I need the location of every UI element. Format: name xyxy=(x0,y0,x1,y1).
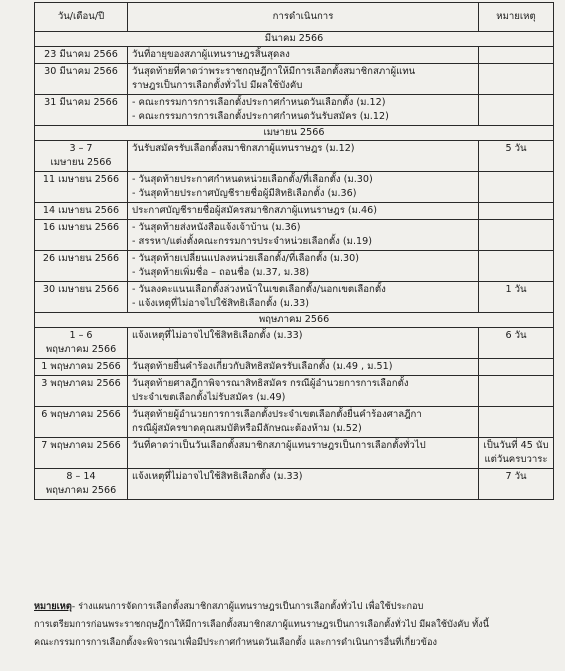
action-text: ประจำเขตเลือกตั้งไม่รับสมัคร (ม.49) xyxy=(132,391,286,403)
table-row xyxy=(35,202,554,219)
action-cell xyxy=(128,46,479,63)
table-row xyxy=(35,406,554,437)
table-body xyxy=(35,32,554,500)
month-row xyxy=(35,32,554,47)
footnote xyxy=(34,598,559,652)
date-text: 3 พฤษภาคม 2566 xyxy=(41,377,121,389)
date-text: 16 เมษายน 2566 xyxy=(42,221,120,233)
note-text: เป็นวันที่ 45 นับ xyxy=(483,439,549,451)
header-date: วัน/เดือน/ปี xyxy=(35,3,128,32)
date-cell xyxy=(35,468,128,499)
date-cell xyxy=(35,94,128,125)
action-cell xyxy=(128,63,479,94)
month-row xyxy=(35,312,554,327)
table-row xyxy=(35,250,554,281)
note-cell xyxy=(479,468,554,499)
note-cell xyxy=(479,219,554,250)
note-cell xyxy=(479,327,554,358)
table-row xyxy=(35,281,554,312)
date-text: 14 เมษายน 2566 xyxy=(42,204,120,216)
action-text: - วันสุดท้ายประกาศบัญชีรายชื่อผู้มีสิทธิเลือกตั้ง (ม.36) xyxy=(132,187,357,199)
date-text: 1 – 6 xyxy=(69,329,93,341)
action-text: วันที่คาดว่าเป็นวันเลือกตั้งสมาชิกสภาผู้แทนราษฎรเป็นการเลือกตั้งทั่วไป xyxy=(132,439,426,451)
note-cell xyxy=(479,250,554,281)
action-text: - วันสุดท้ายประกาศกำหนดหน่วยเลือกตั้ง/ที่เลือกตั้ง (ม.30) xyxy=(132,173,373,185)
action-text: - วันสุดท้ายเปลี่ยนแปลงหน่วยเลือกตั้ง/ที่เลือกตั้ง (ม.30) xyxy=(132,252,359,264)
action-cell xyxy=(128,327,479,358)
date-cell xyxy=(35,281,128,312)
date-cell xyxy=(35,46,128,63)
action-cell xyxy=(128,94,479,125)
date-cell xyxy=(35,358,128,375)
note-cell xyxy=(479,406,554,437)
date-text: 11 เมษายน 2566 xyxy=(42,173,120,185)
action-text: ราษฎรเป็นการเลือกตั้งทั่วไป มีผลใช้บังคับ xyxy=(132,79,303,91)
table-row xyxy=(35,63,554,94)
table-row xyxy=(35,140,554,171)
action-text: แจ้งเหตุที่ไม่อาจไปใช้สิทธิเลือกตั้ง (ม.33) xyxy=(132,470,303,482)
action-text: วันสุดท้ายศาลฎีกาพิจารณาสิทธิสมัคร กรณีผู้อำนวยการการเลือกตั้ง xyxy=(132,377,409,389)
month-label: พฤษภาคม 2566 xyxy=(35,312,554,327)
action-text: - วันลงคะแนนเลือกตั้งล่วงหน้าในเขตเลือกตั้ง/นอกเขตเลือกตั้ง xyxy=(132,283,386,295)
note-text: 6 วัน xyxy=(505,329,527,341)
date-text: 1 พฤษภาคม 2566 xyxy=(41,360,121,372)
table-row xyxy=(35,437,554,468)
header-note: หมายเหตุ xyxy=(479,3,554,32)
footnote-line: คณะกรรมการการเลือกตั้งจะพิจารณาเพื่อมีประกาศกำหนดวันเลือกตั้ง และการดำเนินการอื่นที่เกี่ยวข้อง xyxy=(34,636,437,648)
note-cell xyxy=(479,63,554,94)
action-text: - คณะกรรมการการเลือกตั้งประกาศกำหนดวันเลือกตั้ง (ม.12) xyxy=(132,96,386,108)
date-text: 23 มีนาคม 2566 xyxy=(44,48,118,60)
action-text: ประกาศบัญชีรายชื่อผู้สมัครสมาชิกสภาผู้แทนราษฎร (ม.46) xyxy=(132,204,377,216)
note-cell xyxy=(479,171,554,202)
footnote-label: หมายเหตุ xyxy=(34,601,72,612)
action-cell xyxy=(128,140,479,171)
note-text: 5 วัน xyxy=(505,142,527,154)
action-text: วันสุดท้ายยื่นคำร้องเกี่ยวกับสิทธิสมัครรับเลือกตั้ง (ม.49 , ม.51) xyxy=(132,360,393,372)
date-cell xyxy=(35,250,128,281)
action-text: วันที่อายุของสภาผู้แทนราษฎรสิ้นสุดลง xyxy=(132,48,290,60)
note-cell xyxy=(479,140,554,171)
action-cell xyxy=(128,171,479,202)
note-cell xyxy=(479,358,554,375)
table-header-row xyxy=(35,3,554,32)
action-cell xyxy=(128,437,479,468)
date-text: พฤษภาคม 2566 xyxy=(45,484,117,496)
note-cell xyxy=(479,46,554,63)
date-cell xyxy=(35,375,128,406)
action-text: วันรับสมัครรับเลือกตั้งสมาชิกสภาผู้แทนราษฎร (ม.12) xyxy=(132,142,355,154)
action-cell xyxy=(128,219,479,250)
note-cell xyxy=(479,437,554,468)
table-row xyxy=(35,358,554,375)
date-cell xyxy=(35,202,128,219)
date-cell xyxy=(35,327,128,358)
header-action: การดำเนินการ xyxy=(128,3,479,32)
action-cell xyxy=(128,250,479,281)
date-cell xyxy=(35,406,128,437)
date-text: พฤษภาคม 2566 xyxy=(45,343,117,355)
date-text: 3 – 7 xyxy=(69,142,93,154)
date-cell xyxy=(35,219,128,250)
action-cell xyxy=(128,375,479,406)
date-text: 31 มีนาคม 2566 xyxy=(44,96,118,108)
action-text: - วันสุดท้ายส่งหนังสือแจ้งเจ้าบ้าน (ม.36) xyxy=(132,221,301,233)
note-cell xyxy=(479,375,554,406)
date-text: 8 – 14 xyxy=(66,470,96,482)
date-text: 30 มีนาคม 2566 xyxy=(44,65,118,77)
month-row xyxy=(35,125,554,140)
action-text: กรณีผู้สมัครขาดคุณสมบัติหรือมีลักษณะต้องห้าม (ม.52) xyxy=(132,422,362,434)
action-cell xyxy=(128,406,479,437)
date-cell xyxy=(35,437,128,468)
election-schedule-table xyxy=(34,2,554,500)
note-cell xyxy=(479,281,554,312)
month-label: มีนาคม 2566 xyxy=(35,32,554,47)
table-row xyxy=(35,375,554,406)
note-text: 7 วัน xyxy=(505,470,527,482)
action-text: - วันสุดท้ายเพิ่มชื่อ – ถอนชื่อ (ม.37, ม.38) xyxy=(132,266,310,278)
footnote-text: - ร่างแผนการจัดการเลือกตั้งสมาชิกสภาผู้แทนราษฎรเป็นการเลือกตั้งทั่วไป เพื่อใช้ประกอบ xyxy=(71,601,424,612)
note-cell xyxy=(479,94,554,125)
date-cell xyxy=(35,63,128,94)
action-text: แจ้งเหตุที่ไม่อาจไปใช้สิทธิเลือกตั้ง (ม.33) xyxy=(132,329,303,341)
note-cell xyxy=(479,202,554,219)
date-text: 30 เมษายน 2566 xyxy=(42,283,120,295)
footnote-line xyxy=(34,598,559,616)
table-row xyxy=(35,219,554,250)
month-label: เมษายน 2566 xyxy=(35,125,554,140)
date-cell xyxy=(35,171,128,202)
table-row xyxy=(35,468,554,499)
action-text: - คณะกรรมการการเลือกตั้งประกาศกำหนดวันรับสมัคร (ม.12) xyxy=(132,110,389,122)
action-text: วันสุดท้ายที่คาดว่าพระราชกฤษฎีกาให้มีการเลือกตั้งสมาชิกสภาผู้แทน xyxy=(132,65,416,77)
action-cell xyxy=(128,281,479,312)
action-text: - สรรหา/แต่งตั้งคณะกรรมการประจำหน่วยเลือกตั้ง (ม.19) xyxy=(132,235,372,247)
action-cell xyxy=(128,468,479,499)
date-text: 7 พฤษภาคม 2566 xyxy=(41,439,121,451)
action-text: วันสุดท้ายผู้อำนวยการการเลือกตั้งประจำเขตเลือกตั้งยื่นคำร้องศาลฎีกา xyxy=(132,408,422,420)
table-row xyxy=(35,94,554,125)
date-text: เมษายน 2566 xyxy=(50,156,112,168)
action-text: - แจ้งเหตุที่ไม่อาจไปใช้สิทธิเลือกตั้ง (ม.33) xyxy=(132,297,309,309)
table-row xyxy=(35,46,554,63)
note-text: แต่วันครบวาระ xyxy=(484,453,548,465)
date-text: 26 เมษายน 2566 xyxy=(42,252,120,264)
date-cell xyxy=(35,140,128,171)
action-cell xyxy=(128,202,479,219)
table-row xyxy=(35,327,554,358)
action-cell xyxy=(128,358,479,375)
table-row xyxy=(35,171,554,202)
date-text: 6 พฤษภาคม 2566 xyxy=(41,408,121,420)
footnote-line: การเตรียมการก่อนพระราชกฤษฎีกาให้มีการเลือกตั้งสมาชิกสภาผู้แทนราษฎรเป็นการเลือกตั้งทั่วไป มีผลใช้บังคับ ทั้งนี้ xyxy=(34,618,490,630)
note-text: 1 วัน xyxy=(505,283,527,295)
